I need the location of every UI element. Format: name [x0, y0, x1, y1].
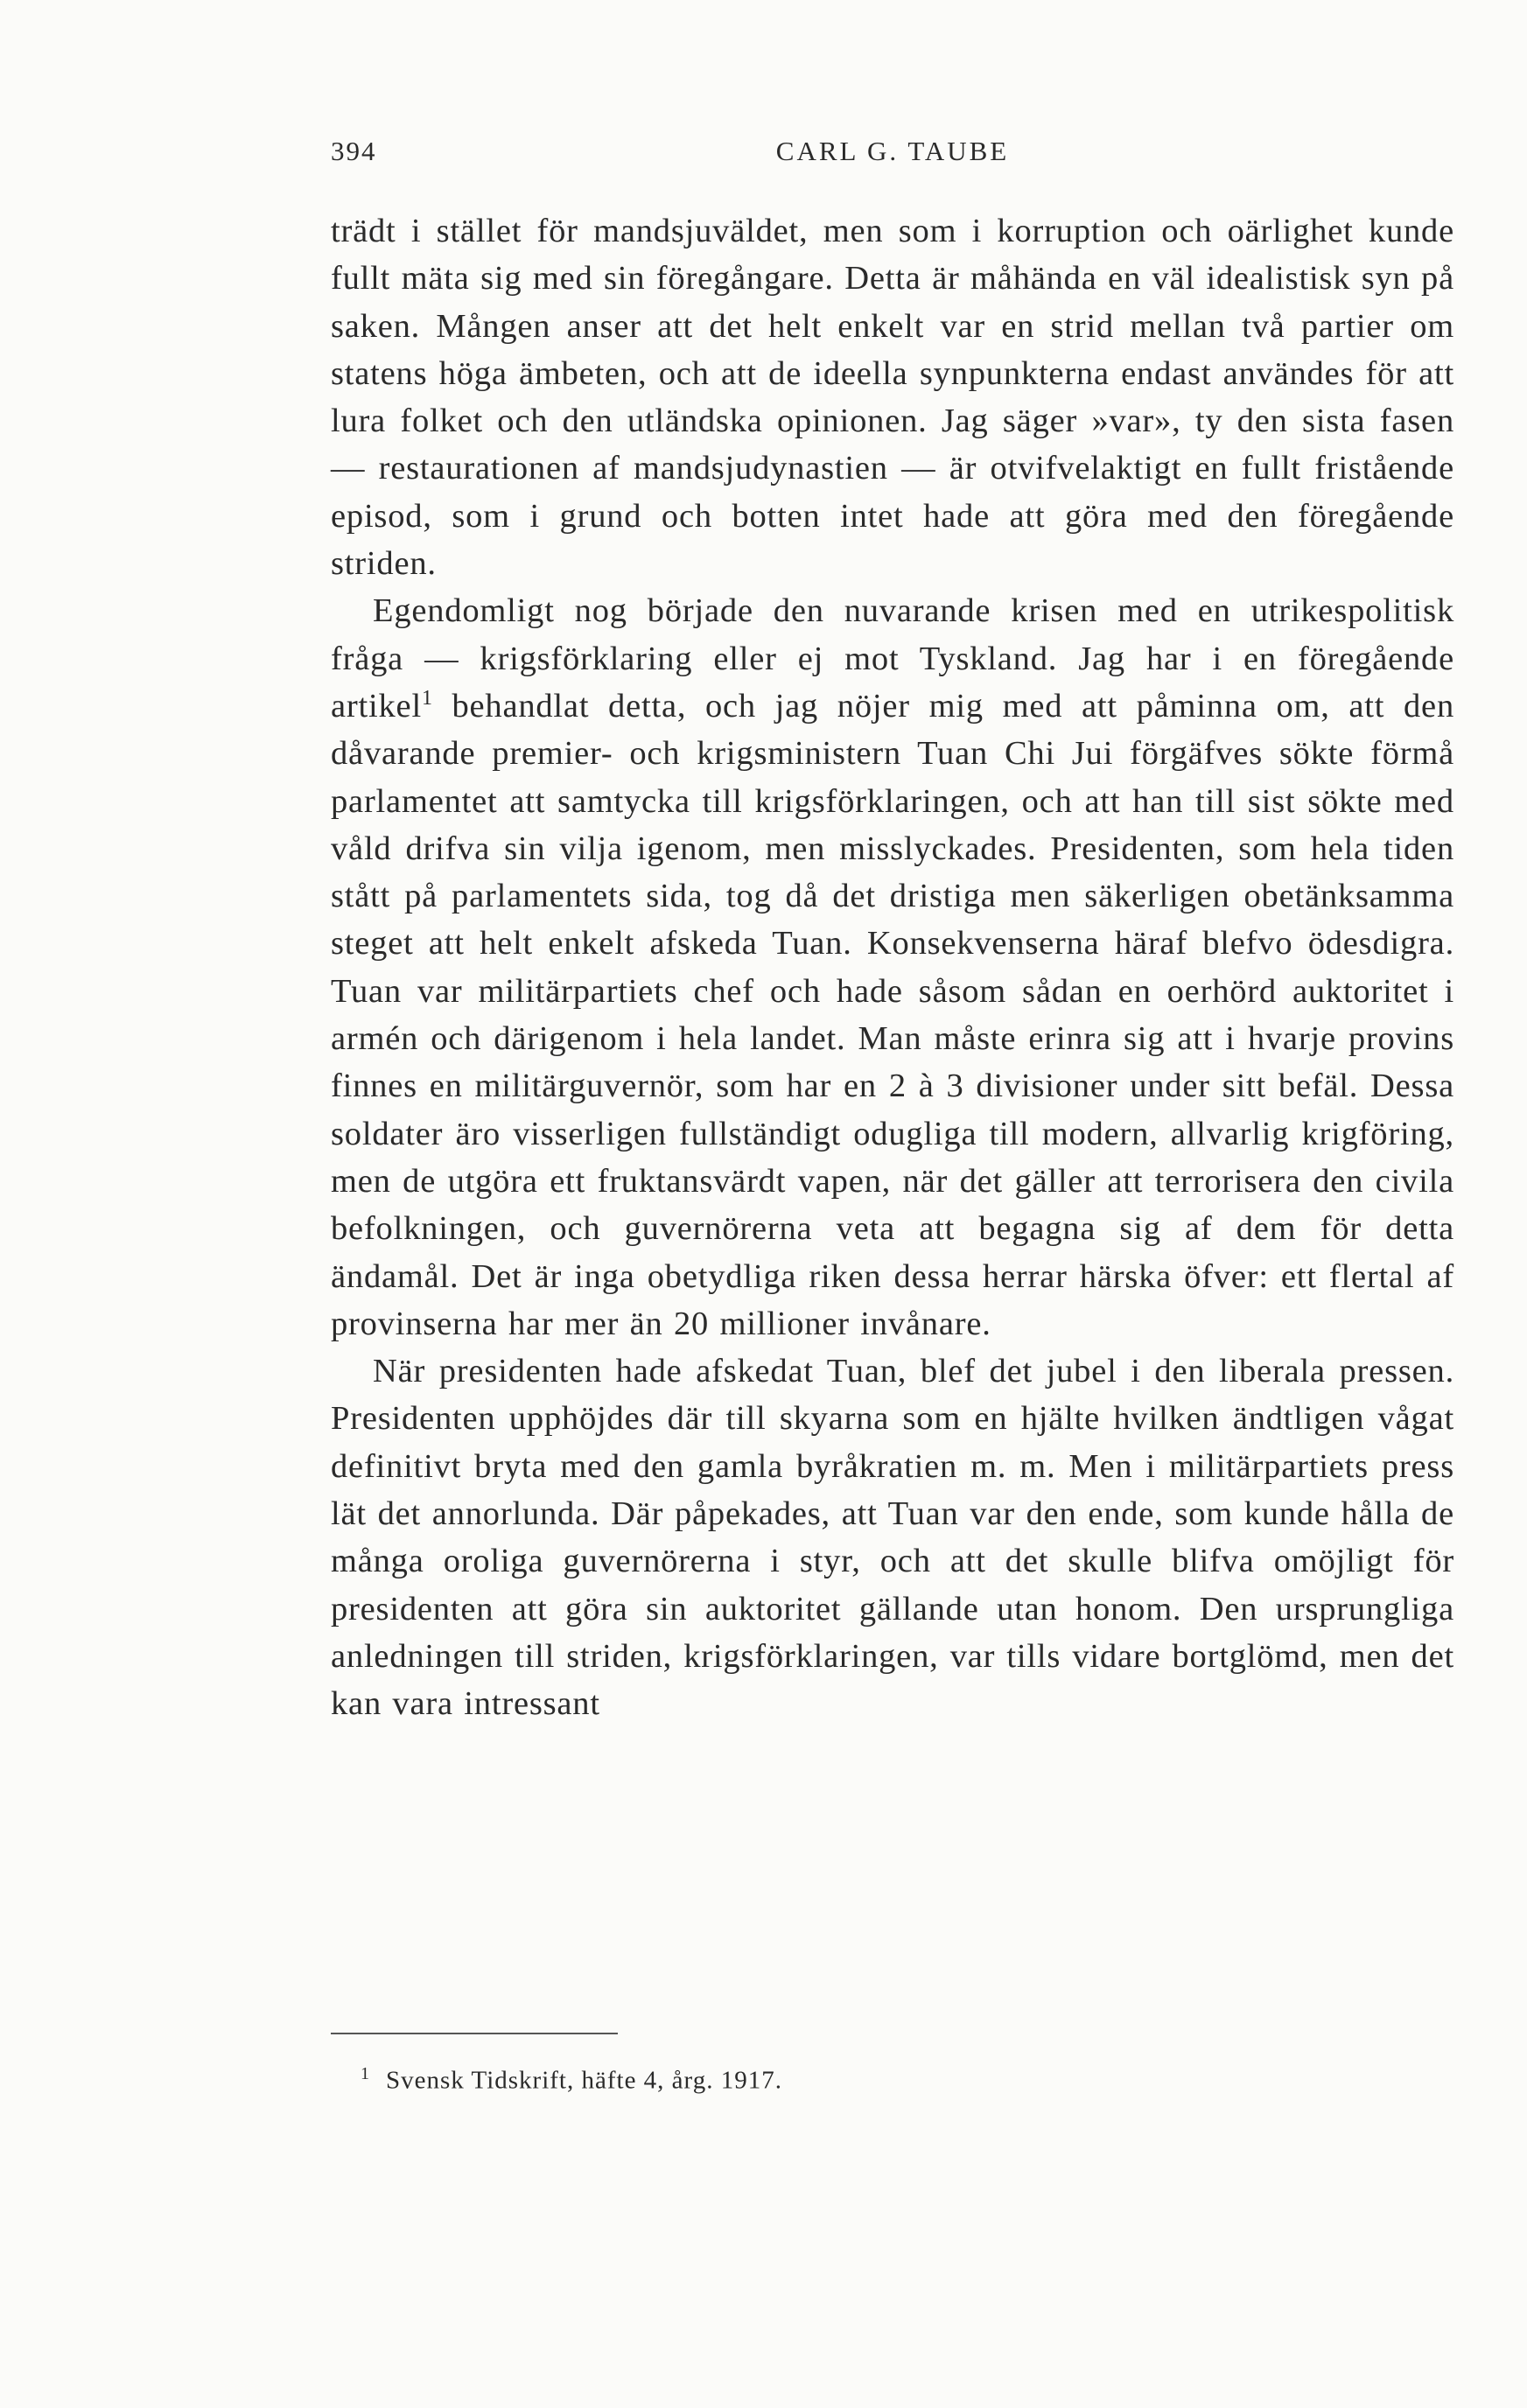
page-number: 394 [331, 136, 377, 166]
footnote-mark: 1 [361, 2064, 370, 2083]
footnote-reference: 1 [421, 687, 433, 710]
footnote [361, 2064, 782, 2096]
paragraph-1: trädt i stället för mandsjuväldet, men som i korruption och oärlighet kunde fullt mäta sig med sin föregångare. Detta är måhända en väl idealistisk syn på saken. Mången anser att det helt enkelt var en strid mellan två partier om statens höga ämbeten, och att de ideella synpunkterna endast användes för att lura folket och den utländska opinionen. Jag säger »var», ty den sista fasen — restaurationen af mandsjudynastien — är otvifvelaktigt en fullt fristående episod, som i grund och botten intet hade att göra med den föregående striden. [331, 213, 1454, 583]
footnote-text: Svensk Tidskrift, häfte 4, årg. 1917. [386, 2066, 782, 2095]
page-header [331, 136, 1454, 179]
footnote-divider [331, 2033, 618, 2034]
running-head: CARL G. TAUBE [775, 136, 1010, 166]
paragraph-2 [331, 587, 1454, 1348]
body-text [331, 207, 1454, 1728]
paragraph-3: När presidenten hade afskedat Tuan, blef det jubel i den liberala pressen. Presidenten upphöjdes där till skyarna som en hjälte hvilken ändtligen vågat definitivt bryta med den gamla byråkratien m. m. Men i militärpartiets press lät det annorlunda. Där påpekades, att Tuan var den ende, som kunde hålla de många oroliga guvernörerna i styr, och att det skulle blifva omöjligt för presidenten att göra sin auktoritet gällande utan honom. Den ursprungliga anledningen till striden, krigsförklaringen, var tills vidare bortglömd, men det kan vara intressant [331, 1353, 1454, 1723]
paragraph-2-text-start: Egendomligt nog började den nuvarande krisen med en utrikespolitisk fråga — krigsförklaring eller ej mot Tyskland. Jag har i en föregående artikel [331, 592, 1454, 724]
paragraph-2-text-end: behandlat detta, och jag nöjer mig med att påminna om, att den dåvarande premier- och krigsministern Tuan Chi Jui förgäfves sökte förmå parlamentet att samtycka till krigsförklaringen, och att han till sist sökte med våld drifva sin vilja igenom, men misslyckades. Presidenten, som hela tiden stått på parlamentets sida, tog då det dristiga men säkerligen obetänksamma steget att helt enkelt afskeda Tuan. Konsekvenserna häraf blefvo ödesdigra. Tuan var militärpartiets chef och hade såsom sådan en oerhörd auktoritet i armén och därigenom i hela landet. Man måste erinra sig att i hvarje provins finnes en militärguvernör, som har en 2 à 3 divisioner under sitt befäl. Dessa soldater äro visserligen fullständigt odugliga till modern, allvarlig krigföring, men de utgöra ett fruktansvärdt vapen, när det gäller att terrorisera den civila befolkningen, och guvernörerna veta att begagna sig af dem för detta ändamål. Det är inga obetydliga riken dessa herrar härska öfver: ett flertal af provinserna har mer än 20 millioner invånare. [331, 687, 1454, 1342]
